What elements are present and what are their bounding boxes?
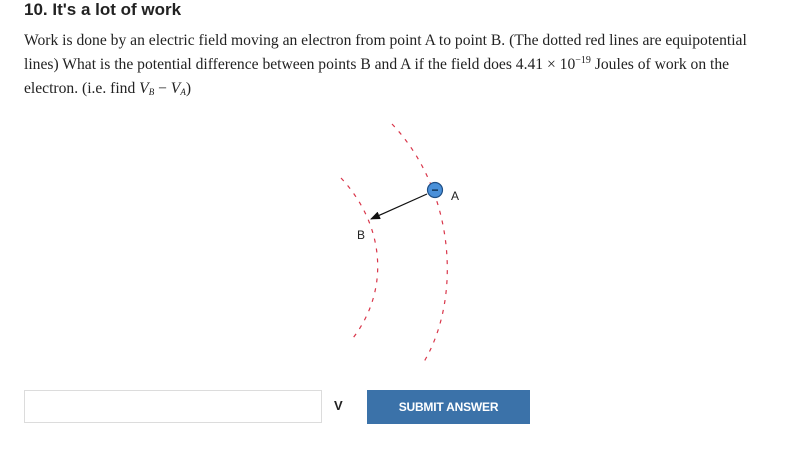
equipotential-line-a	[392, 124, 447, 365]
point-a-label: A	[451, 189, 460, 203]
electron-sign: −	[431, 183, 439, 197]
question-text-part2: Joules of work on the electron. (i.e. find	[24, 56, 730, 97]
unit-label: V	[334, 398, 343, 413]
point-b-label: B	[357, 228, 366, 242]
equipotential-line-b	[341, 178, 378, 338]
minus-sign: −	[154, 80, 171, 97]
displacement-arrow	[371, 194, 427, 219]
submit-answer-button[interactable]: SUBMIT ANSWER	[367, 390, 530, 424]
vb-variable: V	[139, 80, 149, 97]
question-text	[24, 29, 776, 101]
electron-icon	[428, 183, 443, 198]
exponent: −19	[575, 55, 591, 66]
question-text-end: )	[185, 80, 192, 97]
question-title: 10. It's a lot of work	[24, 0, 182, 19]
vb-subscript: B	[148, 87, 155, 97]
answer-input[interactable]	[24, 390, 322, 423]
question-text-part1: Work is done by an electric field moving an electron from point A to point B. (The dotted red lines are equipotential lines) What is the potential difference between points B and A if the field does 4.41 × 10	[24, 32, 747, 73]
va-subscript: A	[180, 87, 186, 97]
va-variable: V	[170, 80, 181, 97]
